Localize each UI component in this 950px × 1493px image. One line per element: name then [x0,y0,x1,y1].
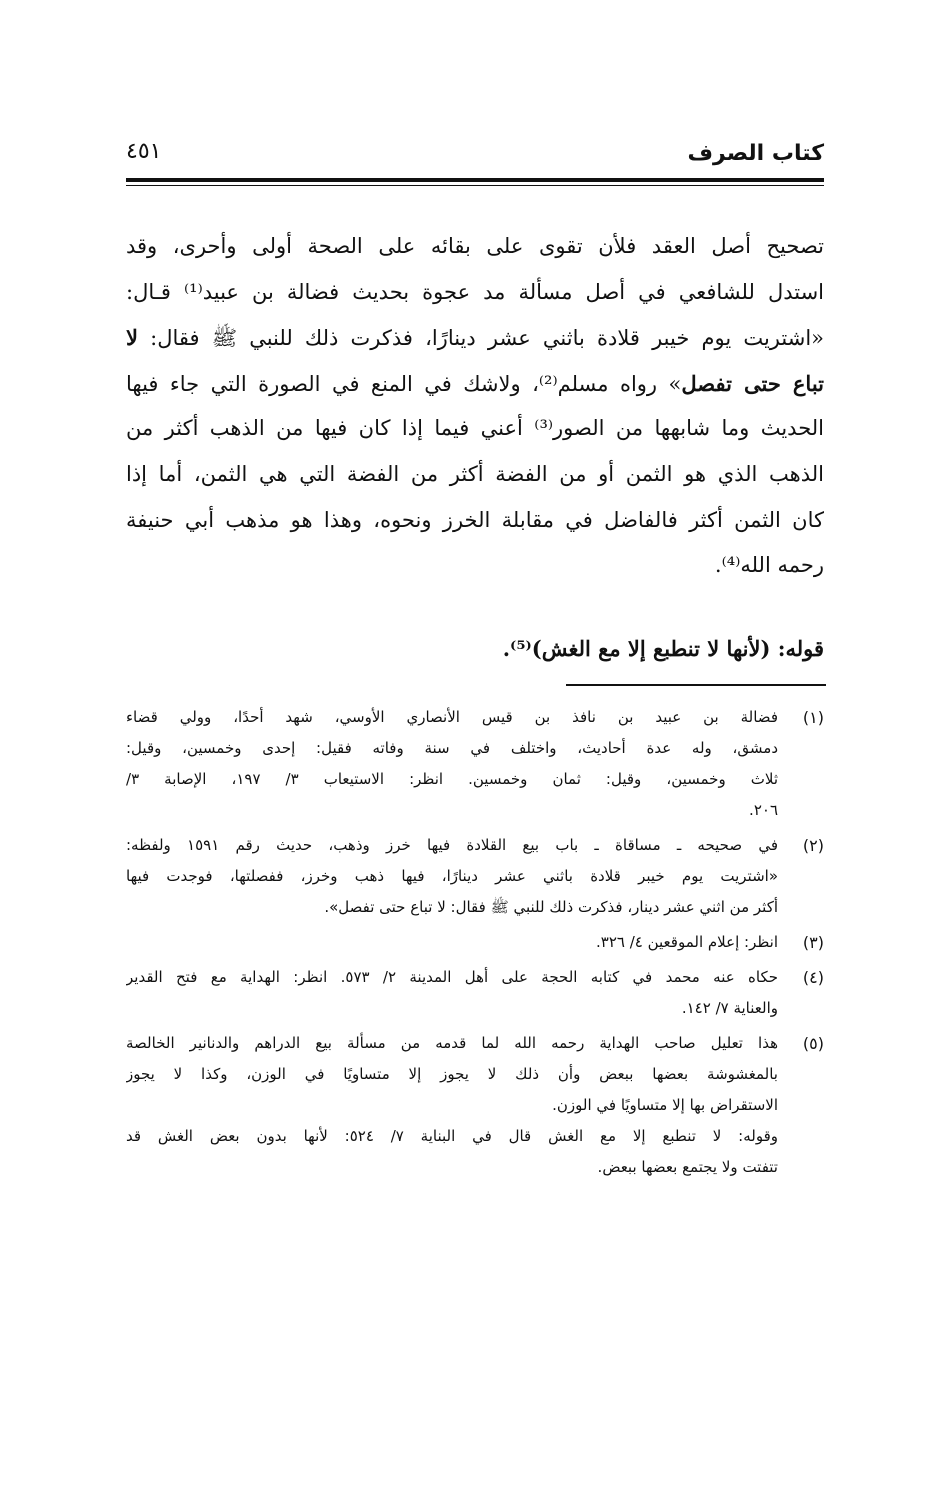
footnote-line: وقوله: لا تنطبع إلا مع الغش قال في البناية ٧/ ٥٢٤: لأنها بدون بعض الغش قد [126,1127,778,1145]
footnote-line: دمشق، وله عدة أحاديث، واختلف في سنة وفاته فقيل: إحدى وخمسين، وقيل: [126,739,778,757]
footnote-line: «اشتريت يوم خيبر قلادة باثني عشر دينارًا، فيها ذهب وخرز، ففصلتها، فوجدت فيها [126,867,778,885]
footnote-number: (٢) [802,836,824,855]
text-line: استدل للشافعي في أصل مسألة مد عجوة بحديث فضالة بن عبيد⁽¹⁾ قـال: [126,279,824,304]
footnote-2 [126,830,824,923]
header-rule-thin [126,185,824,186]
text-line: رحمه الله⁽⁴⁾. [714,553,824,578]
footnote-line: ثلاث وخمسين، وقيل: ثمان وخمسين. انظر: الاستيعاب ٣/ ١٩٧، الإصابة ٣/ [126,770,778,788]
footnote-1 [126,702,824,826]
footnote-line: في صحيحه ـ مساقاة ـ باب بيع القلادة فيها خرز وذهب، حديث رقم ١٥٩١ ولفظه: [126,836,778,854]
text-line: «اشتريت يوم خيبر قلادة باثني عشر دينارًا، فذكرت ذلك للنبي ﷺ فقال: لا [126,325,824,351]
text-line: تباع حتى تفصل» رواه مسلم⁽²⁾، ولاشك في المنع في الصورة التي جاء فيها [126,370,824,396]
hadith-text: تباع حتى تفصل [681,370,824,396]
main-text [126,224,824,589]
text-line: الحديث وما شابهها من الصور⁽³⁾ أعني فيما إذا كان فيها من الذهب أكثر من [126,416,824,441]
footnote-line: بالمغشوشة بعضها ببعض وأن ذلك لا يجوز إلا متساويًا في الوزن، وكذا لا يجوز [126,1065,778,1083]
footnote-line: ٢٠٦. [749,801,778,819]
footnote-line: والعناية ٧/ ١٤٢. [681,999,778,1017]
footnote-line: تتفتت ولا يجتمع بعضها ببعض. [597,1158,778,1176]
footnote-line: حكاه عنه محمد في كتابه الحجة على أهل المدينة ٢/ ٥٧٣. انظر: الهداية مع فتح القدير [126,968,778,986]
footnote-5 [126,1028,824,1183]
section-heading: قوله: (لأنها لا تنطبع إلا مع الغش)⁽⁵⁾. [502,636,824,661]
footnote-number: (٥) [802,1034,824,1053]
footnote-number: (٤) [802,968,824,987]
text-line: كان الثمن أكثر فالفاضل في مقابلة الخرز ونحوه، وهذا هو مذهب أبي حنيفة [126,507,824,532]
footnote-separator [566,684,826,686]
footnote-line: فضالة بن عبيد بن نافذ بن قيس الأنصاري الأوسي، شهد أحدًا، وولي قضاء [126,708,778,726]
footnote-line: الاستقراض بها إلا متساويًا في الوزن. [552,1096,778,1114]
page-number: ٤٥١ [126,139,162,164]
footnotes [126,702,824,1187]
header-rule-thick [126,178,824,182]
footnote-4 [126,962,824,1024]
text-line: الذهب الذي هو الثمن أو من الفضة أكثر من الفضة التي هي الثمن، أما إذا [126,461,824,486]
text-line: تصحيح أصل العقد فلأن تقوى على بقائه على الصحة أولى وأحرى، وقد [126,234,824,258]
hadith-text: لا [126,325,138,351]
footnote-number: (١) [802,708,824,727]
footnote-line: انظر: إعلام الموقعين ٤/ ٣٢٦. [596,933,778,951]
footnote-line: أكثر من اثني عشر دينار، فذكرت ذلك للنبي ﷺ فقال: لا تباع حتى تفصل». [324,898,778,916]
running-title: كتاب الصرف [687,141,824,166]
page-header [126,135,824,175]
footnote-line: هذا تعليل صاحب الهداية رحمه الله لما قدمه من مسألة بيع الدراهم والدنانير الخالصة [126,1034,778,1052]
footnote-3 [126,927,824,958]
footnote-number: (٣) [802,933,824,952]
